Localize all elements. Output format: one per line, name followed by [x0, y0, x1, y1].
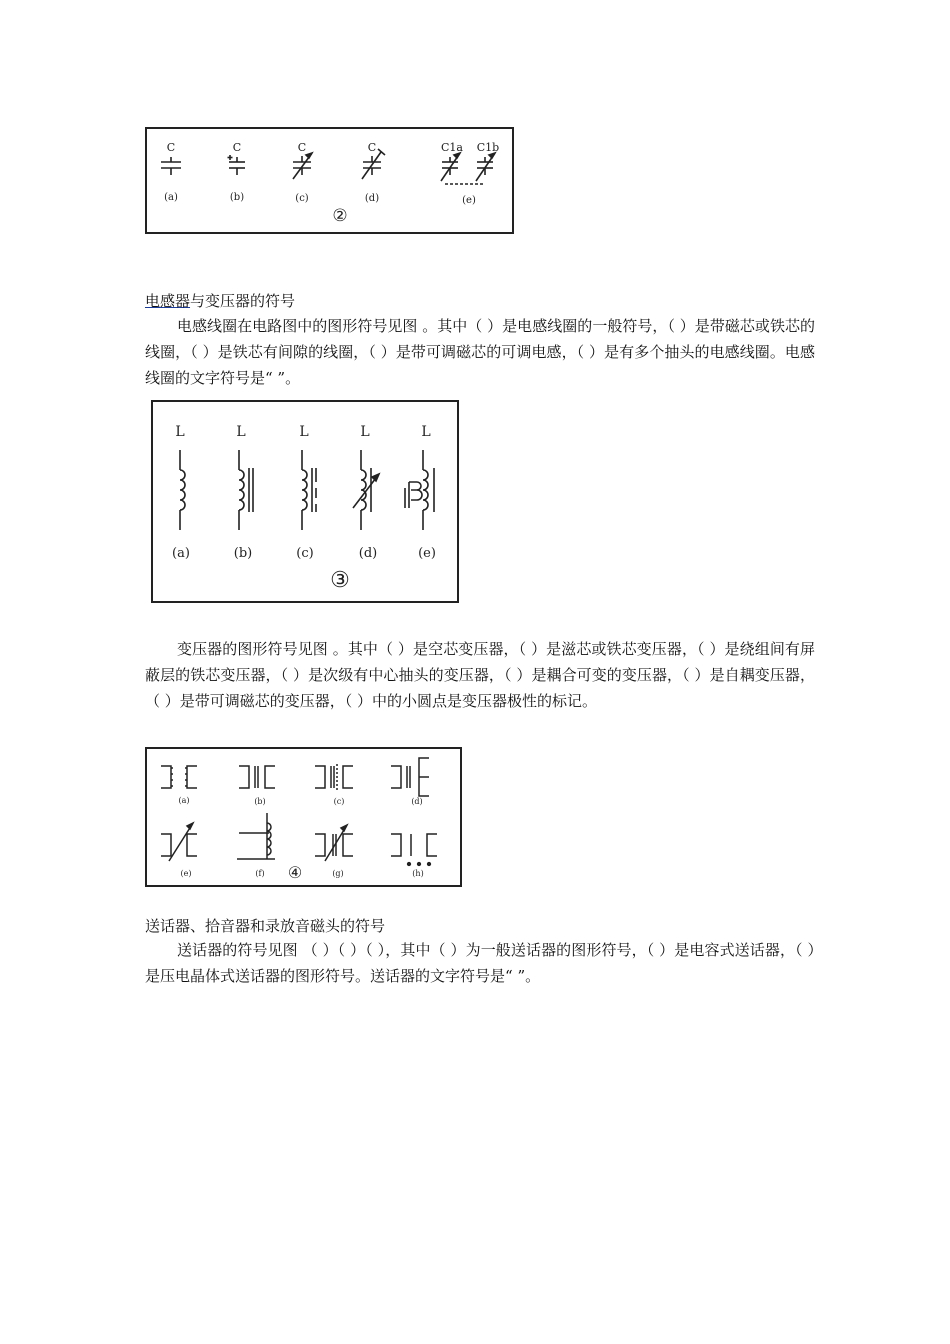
inductor-tapped-symbol — [405, 450, 434, 530]
inductor-basic-symbol — [180, 450, 185, 530]
capacitor-e-caption: (e) — [462, 195, 476, 206]
capacitor-figure-number: ② — [332, 206, 348, 226]
transformer-polarity-symbol — [391, 834, 437, 865]
transformer-e-caption: (e) — [180, 869, 192, 878]
capacitor-electrolytic-symbol — [228, 155, 246, 175]
capacitor-fixed-symbol — [161, 157, 181, 175]
capacitor-a-caption: (a) — [164, 192, 178, 203]
capacitor-ganged-symbol — [441, 153, 495, 184]
transformer-d-caption: (d) — [411, 797, 423, 806]
inductor-paragraph-text: 电感线圈在电路图中的图形符号见图 。其中（ ）是电感线圈的一般符号，（ ）是带磁芯或铁芯的线圈，（ ）是铁芯有间隙的线圈，（ ）是带可调磁芯的可调电感，（ ）是有多个抽头的电感线圈。电感线圈的文字符号是“ ”。 — [145, 317, 815, 387]
transformer-h-caption: (h) — [412, 869, 424, 878]
transformer-iron-core-symbol — [239, 766, 275, 788]
inductor-e-label: L — [421, 424, 431, 440]
capacitor-d-caption: (d) — [364, 193, 380, 204]
capacitor-b-label: C — [232, 141, 242, 154]
capacitor-symbol-drawing — [147, 129, 512, 232]
transformer-air-core-symbol — [161, 766, 197, 788]
transformer-figure-number: ④ — [287, 863, 303, 882]
transformer-f-caption: (f) — [255, 869, 265, 878]
capacitor-c-caption: (c) — [295, 193, 309, 204]
microphone-paragraph-text: 送话器的符号见图 （ ）（ ）（ ），其中（ ）为一般送话器的图形符号，（ ）是电容式送话器，（ ）是压电晶体式送话器的图形符号。送话器的文字符号是“ ”。 — [145, 941, 815, 985]
inductor-b-caption: (b) — [233, 546, 253, 561]
microphone-section-heading: 送话器、拾音器和录放音磁头的符号 — [145, 917, 386, 935]
inductor-symbol-drawing — [153, 402, 457, 601]
transformer-symbol-drawing — [147, 749, 460, 885]
inductor-a-caption: (a) — [172, 546, 190, 561]
capacitor-b-caption: (b) — [229, 192, 245, 203]
capacitor-d-label: C — [367, 141, 377, 154]
inductor-gapped-core-symbol — [302, 450, 316, 530]
capacitor-variable-symbol — [293, 153, 312, 179]
capacitor-e1-label: C1a — [441, 141, 463, 154]
inductor-paragraph — [145, 313, 815, 391]
transformer-shielded-symbol — [315, 764, 353, 790]
transformer-symbol-figure — [145, 747, 462, 887]
inductor-figure-number: ③ — [330, 568, 350, 593]
capacitor-a-label: C — [166, 141, 176, 154]
transformer-center-tap-symbol — [391, 758, 429, 796]
transformer-paragraph — [145, 636, 815, 714]
transformer-adjustable-core-symbol — [315, 825, 353, 861]
inductor-heading-text: 与变压器的符号 — [190, 292, 296, 310]
transformer-auto-symbol — [237, 813, 275, 859]
inductor-symbol-figure — [151, 400, 459, 603]
inductor-b-label: L — [236, 424, 246, 440]
transformer-g-caption: (g) — [332, 869, 344, 878]
microphone-paragraph — [145, 937, 815, 989]
inductor-a-label: L — [175, 424, 185, 440]
inductor-c-label: L — [299, 424, 309, 440]
transformer-b-caption: (b) — [254, 797, 266, 806]
inductor-e-caption: (e) — [418, 546, 436, 561]
inductor-section-heading — [145, 291, 295, 311]
capacitor-symbol-figure — [145, 127, 514, 234]
inductor-d-label: L — [360, 424, 370, 440]
transformer-c-caption: (c) — [333, 797, 345, 806]
inductor-iron-core-symbol — [239, 450, 253, 530]
transformer-paragraph-text: 变压器的图形符号见图 。其中（ ）是空芯变压器，（ ）是滋芯或铁芯变压器，（ ）是绕组间有屏蔽层的铁芯变压器，（ ）是次级有中心抽头的变压器，（ ）是耦合可变的变压器，（ ）是自耦变压器，（ ）是带可调磁芯的变压器，（ ）中的小圆点是变压器极性的标记。 — [145, 640, 815, 710]
inductor-adjustable-symbol — [353, 450, 379, 530]
inductor-d-caption: (d) — [358, 546, 378, 561]
capacitor-c-label: C — [297, 141, 307, 154]
transformer-variable-coupling-symbol — [161, 823, 197, 861]
inductor-link[interactable]: 电感器 — [145, 292, 191, 310]
transformer-a-caption: (a) — [178, 796, 190, 805]
capacitor-e2-label: C1b — [476, 141, 500, 154]
inductor-c-caption: (c) — [296, 546, 314, 561]
